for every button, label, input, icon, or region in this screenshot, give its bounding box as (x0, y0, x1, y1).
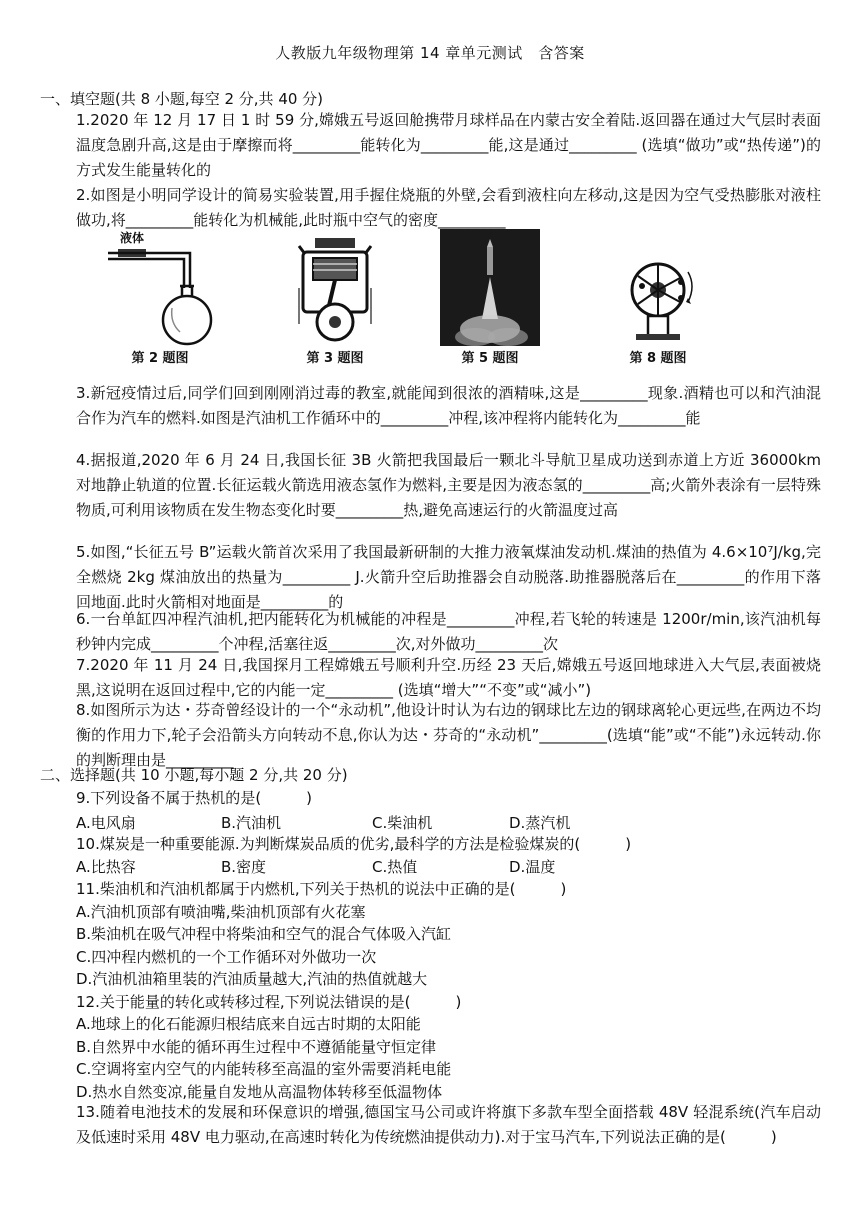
question-13-stem: 13.随着电池技术的发展和环保意识的增强,德国宝马公司或许将旗下多款车型全面搭载 48V 轻混系统(汽车启动及低速时采用 48V 电力驱动,在高速时转化为传统燃油提供动力).对于宝马汽车,下列说法正确的是( ) (76, 1103, 821, 1146)
fig8-caption: 第 8 题图 (629, 351, 687, 366)
q12-option-c[interactable]: C.空调将室内空气的内能转移至高温的室外需要消耗电能 (76, 1060, 452, 1078)
fig2-caption: 第 2 题图 (131, 351, 189, 366)
q10-option-c[interactable]: C.热值 (372, 858, 418, 876)
section-choice-heading: 二、选择题(共 10 小题,每小题 2 分,共 20 分) (40, 766, 348, 784)
question-6: 6.一台单缸四冲程汽油机,把内能转化为机械能的冲程是_________冲程,若飞轮的转速是 1200r/min,该汽油机每秒钟内完成_________个冲程,活塞往返_________次,对外做功_________次 (76, 610, 821, 653)
question-1: 1.2020 年 12 月 17 日 1 时 59 分,嫦娥五号返回舱携带月球样品在内蒙古安全着陆.返回器在通过大气层时表面温度急剧升高,这是由于摩擦而将_________能转化为_________能,这是通过_________ (选填“做功”或“热传递”)的方式发生能量转化的 (76, 111, 821, 179)
figure-q5-rocket (440, 229, 540, 366)
q10-option-d[interactable]: D.温度 (509, 858, 556, 876)
q12-option-b[interactable]: B.自然界中水能的循环再生过程中不遵循能量守恒定律 (76, 1038, 437, 1056)
perpetual-motion-wheel-icon (618, 228, 698, 346)
question-10-stem: 10.煤炭是一种重要能源.为判断煤炭品质的优劣,最科学的方法是检验煤炭的( ) (76, 835, 632, 853)
page-title: 人教版九年级物理第 14 章单元测试 含答案 (275, 44, 585, 62)
q10-option-b[interactable]: B.密度 (221, 858, 267, 876)
question-11-stem: 11.柴油机和汽油机都属于内燃机,下列关于热机的说法中正确的是( ) (76, 880, 567, 898)
q9-option-d[interactable]: D.蒸汽机 (509, 814, 571, 832)
question-3: 3.新冠疫情过后,同学们回到刚刚消过毒的教室,就能闻到很浓的酒精味,这是_________现象.酒精也可以和汽油混合作为汽车的燃料.如图是汽油机工作循环中的_________冲程,该冲程将内能转化为_________能 (76, 384, 821, 427)
figure-q8-wheel (618, 228, 698, 366)
q11-option-c[interactable]: C.四冲程内燃机的一个工作循环对外做功一次 (76, 948, 377, 966)
question-12-stem: 12.关于能量的转化或转移过程,下列说法错误的是( ) (76, 993, 462, 1011)
q11-option-b[interactable]: B.柴油机在吸气冲程中将柴油和空气的混合气体吸入汽缸 (76, 925, 452, 943)
q12-option-a[interactable]: A.地球上的化石能源归根结底来自远古时期的太阳能 (76, 1015, 421, 1033)
section-fill-blank-heading: 一、填空题(共 8 小题,每空 2 分,共 40 分) (40, 90, 324, 108)
q9-option-b[interactable]: B.汽油机 (221, 814, 282, 832)
question-8: 8.如图所示为达・芬奇曾经设计的一个“永动机”,他设计时认为右边的钢球比左边的钢球离轮心更远些,在两边不均衡的作用力下,轮子会沿箭头方向转动不息,你认为达・芬奇的“永动机”_________(选填“能”或“不能”)永远转动.你的判断理由是_________ (76, 701, 821, 769)
figure-q2-flask (100, 228, 220, 366)
q9-option-c[interactable]: C.柴油机 (372, 814, 433, 832)
q10-option-a[interactable]: A.比热容 (76, 858, 136, 876)
q9-option-a[interactable]: A.电风扇 (76, 814, 136, 832)
figure-q3-engine (285, 228, 385, 366)
engine-cylinder-icon (285, 228, 385, 346)
fig5-caption: 第 5 题图 (461, 351, 519, 366)
q11-option-a[interactable]: A.汽油机顶部有喷油嘴,柴油机顶部有火花塞 (76, 903, 366, 921)
q12-option-d[interactable]: D.热水自然变凉,能量自发地从高温物体转移至低温物体 (76, 1083, 443, 1101)
question-7: 7.2020 年 11 月 24 日,我国探月工程嫦娥五号顺利升空.历经 23 天后,嫦娥五号返回地球进入大气层,表面被烧黑,这说明在返回过程中,它的内能一定_________ (选填“增大”“不变”或“减小”) (76, 656, 821, 699)
question-5: 5.如图,“长征五号 B”运载火箭首次采用了我国最新研制的大推力液氧煤油发动机.煤油的热值为 4.6×10⁷J/kg,完全燃烧 2kg 煤油放出的热量为_________ J.火箭升空后助推器会自动脱落.助推器脱落后在_________的作用下落回地面.此时火箭相对地面是_________的 (76, 543, 821, 611)
question-9-stem: 9.下列设备不属于热机的是( ) (76, 789, 313, 807)
question-2: 2.如图是小明同学设计的简易实验装置,用手握住烧瓶的外壁,会看到液柱向左移动,这是因为空气受热膨胀对液柱做功,将_________能转化为机械能,此时瓶中空气的密度_________ (76, 186, 821, 229)
question-4: 4.据报道,2020 年 6 月 24 日,我国长征 3B 火箭把我国最后一颗北斗导航卫星成功送到赤道上方近 36000km 对地静止轨道的位置.长征运载火箭选用液态氢作为燃料,主要是因为液态氢的_________高;火箭外表涂有一层特殊物质,可利用该物质在发生物态变化时要_________热,避免高速运行的火箭温度过高 (76, 451, 821, 519)
fig3-caption: 第 3 题图 (306, 351, 364, 366)
q11-option-d[interactable]: D.汽油机油箱里装的汽油质量越大,汽油的热值就越大 (76, 970, 428, 988)
flask-apparatus-icon (100, 228, 220, 346)
rocket-launch-photo-icon (440, 229, 540, 346)
fig2-liquid-label: 液体 (120, 231, 145, 245)
